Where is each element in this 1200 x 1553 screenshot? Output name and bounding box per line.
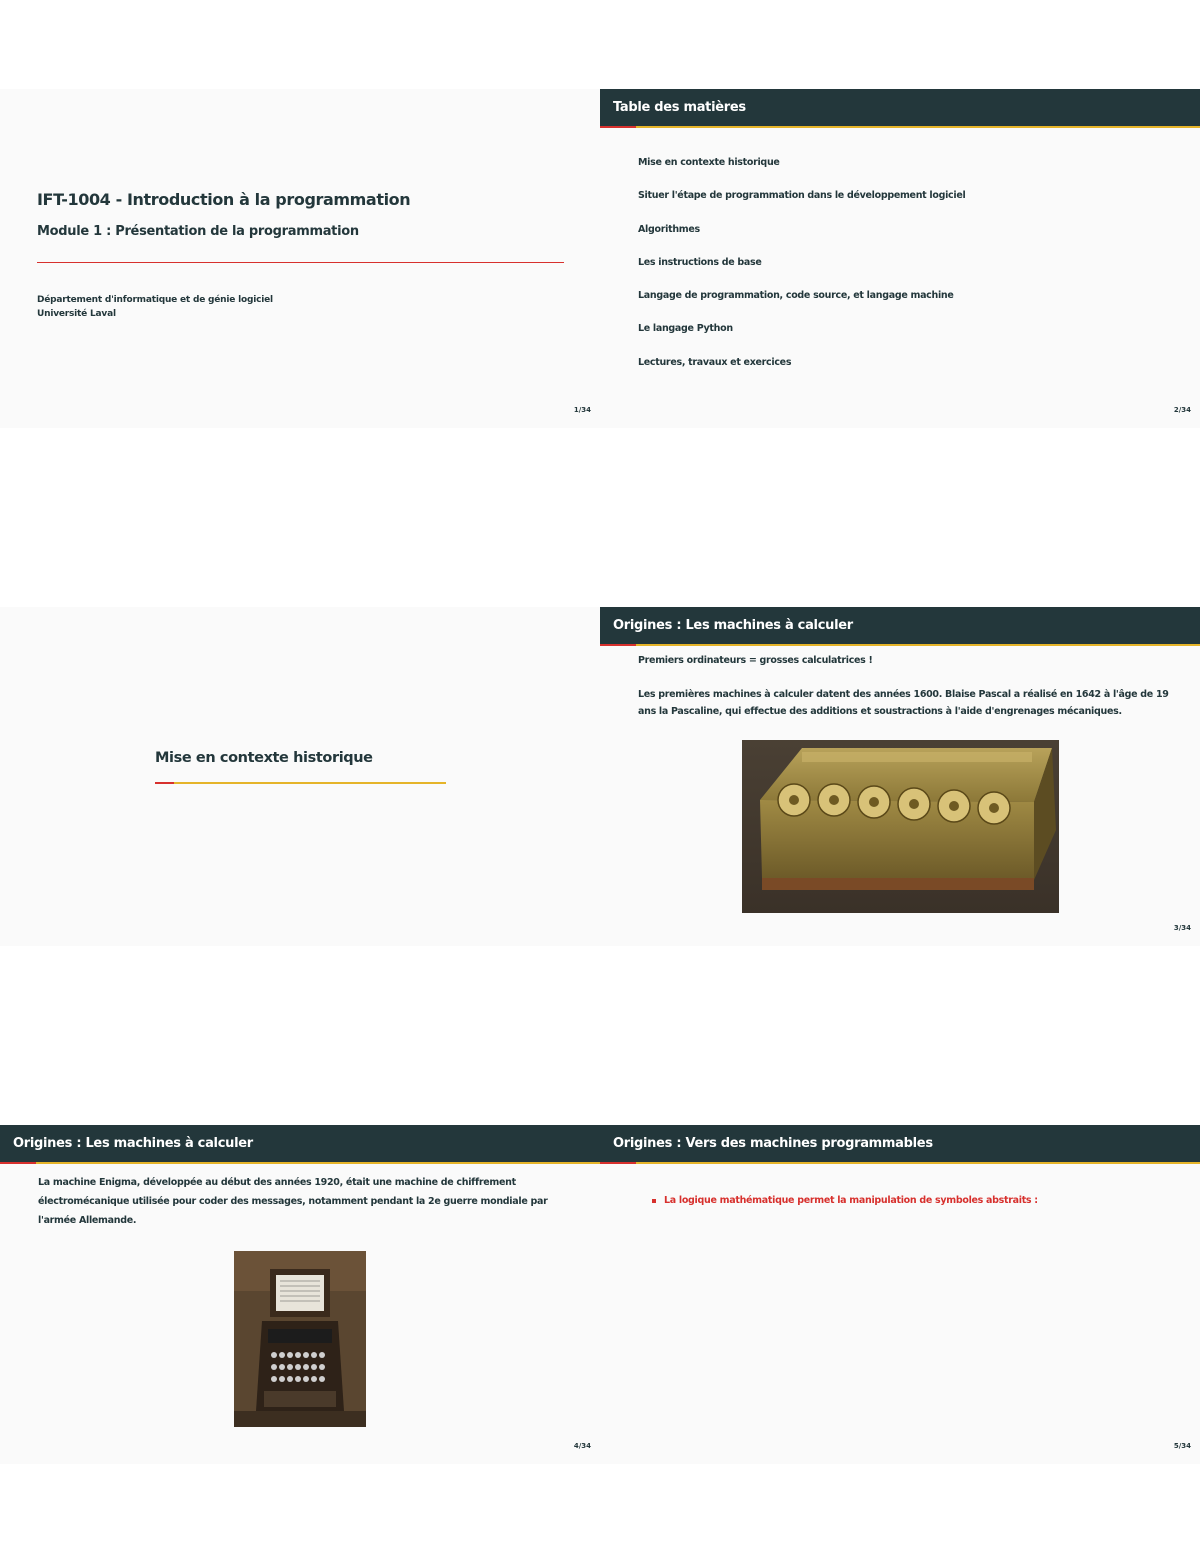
institution-university: Université Laval bbox=[37, 309, 116, 319]
institution-department: Département d'informatique et de génie logiciel bbox=[37, 295, 273, 305]
body-text: Premiers ordinateurs = grosses calculatrices ! bbox=[638, 655, 873, 666]
presentation-title: IFT-1004 - Introduction à la programmation bbox=[37, 190, 411, 209]
toc-item[interactable]: Lectures, travaux et exercices bbox=[638, 356, 792, 368]
presentation-subtitle: Module 1 : Présentation de la programmation bbox=[37, 224, 359, 239]
toc-list bbox=[638, 156, 965, 389]
enigma-photo bbox=[234, 1251, 366, 1427]
bullet-item bbox=[652, 1195, 1038, 1206]
frame-title: Origines : Les machines à calculer bbox=[600, 607, 1200, 644]
section-title: Mise en contexte historique bbox=[155, 750, 373, 766]
frame-title: Origines : Les machines à calculer bbox=[0, 1125, 600, 1162]
progress-fill bbox=[0, 1162, 36, 1164]
progress-bar bbox=[0, 1162, 600, 1164]
bullet-text: La logique mathématique permet la manipulation de symboles abstraits : bbox=[664, 1195, 1038, 1206]
page-number: 1/34 bbox=[573, 406, 591, 414]
toc-item[interactable]: Algorithmes bbox=[638, 223, 700, 235]
pascaline-photo bbox=[742, 740, 1059, 913]
toc-item[interactable]: Langage de programmation, code source, et langage machine bbox=[638, 290, 954, 302]
toc-item[interactable]: Le langage Python bbox=[638, 323, 733, 335]
page-number: 2/34 bbox=[1173, 406, 1191, 414]
slide-section bbox=[0, 607, 600, 946]
progress-fill bbox=[155, 782, 174, 784]
toc-item[interactable]: Les instructions de base bbox=[638, 256, 762, 268]
progress-bar bbox=[600, 644, 1200, 646]
progress-bar bbox=[600, 126, 1200, 128]
section-progress-bar bbox=[155, 782, 446, 784]
slide-programmable bbox=[600, 1125, 1200, 1464]
bullet-square-icon bbox=[652, 1199, 656, 1203]
progress-fill bbox=[600, 1162, 636, 1164]
slide-toc bbox=[600, 89, 1200, 428]
frame-title: Origines : Vers des machines programmables bbox=[600, 1125, 1200, 1162]
toc-item[interactable]: Mise en contexte historique bbox=[638, 157, 780, 168]
page-number: 3/34 bbox=[1173, 924, 1191, 932]
body-text: La machine Enigma, développée au début des années 1920, était une machine de chiffrement électromécanique utilisée pour coder des messages, notamment pendant la 2e guerre mondiale par l'armée Allemande. bbox=[38, 1177, 548, 1226]
page-number: 4/34 bbox=[573, 1442, 591, 1450]
toc-item[interactable]: Situer l'étape de programmation dans le développement logiciel bbox=[638, 190, 966, 202]
frame-title: Table des matières bbox=[600, 89, 1200, 126]
progress-bar bbox=[600, 1162, 1200, 1164]
slide-pascaline bbox=[600, 607, 1200, 946]
progress-fill bbox=[600, 644, 636, 646]
body-text: Les premières machines à calculer datent des années 1600. Blaise Pascal a réalisé en 1642 à l'âge de 19 ans la Pascaline, qui effectue des additions et soustractions à l'aide d'engrenages mécaniques. bbox=[638, 689, 1169, 717]
slide-title bbox=[0, 89, 600, 428]
title-separator bbox=[37, 262, 564, 263]
progress-fill bbox=[600, 126, 636, 128]
page-number: 5/34 bbox=[1173, 1442, 1191, 1450]
institution bbox=[37, 293, 273, 321]
slide-enigma bbox=[0, 1125, 600, 1464]
